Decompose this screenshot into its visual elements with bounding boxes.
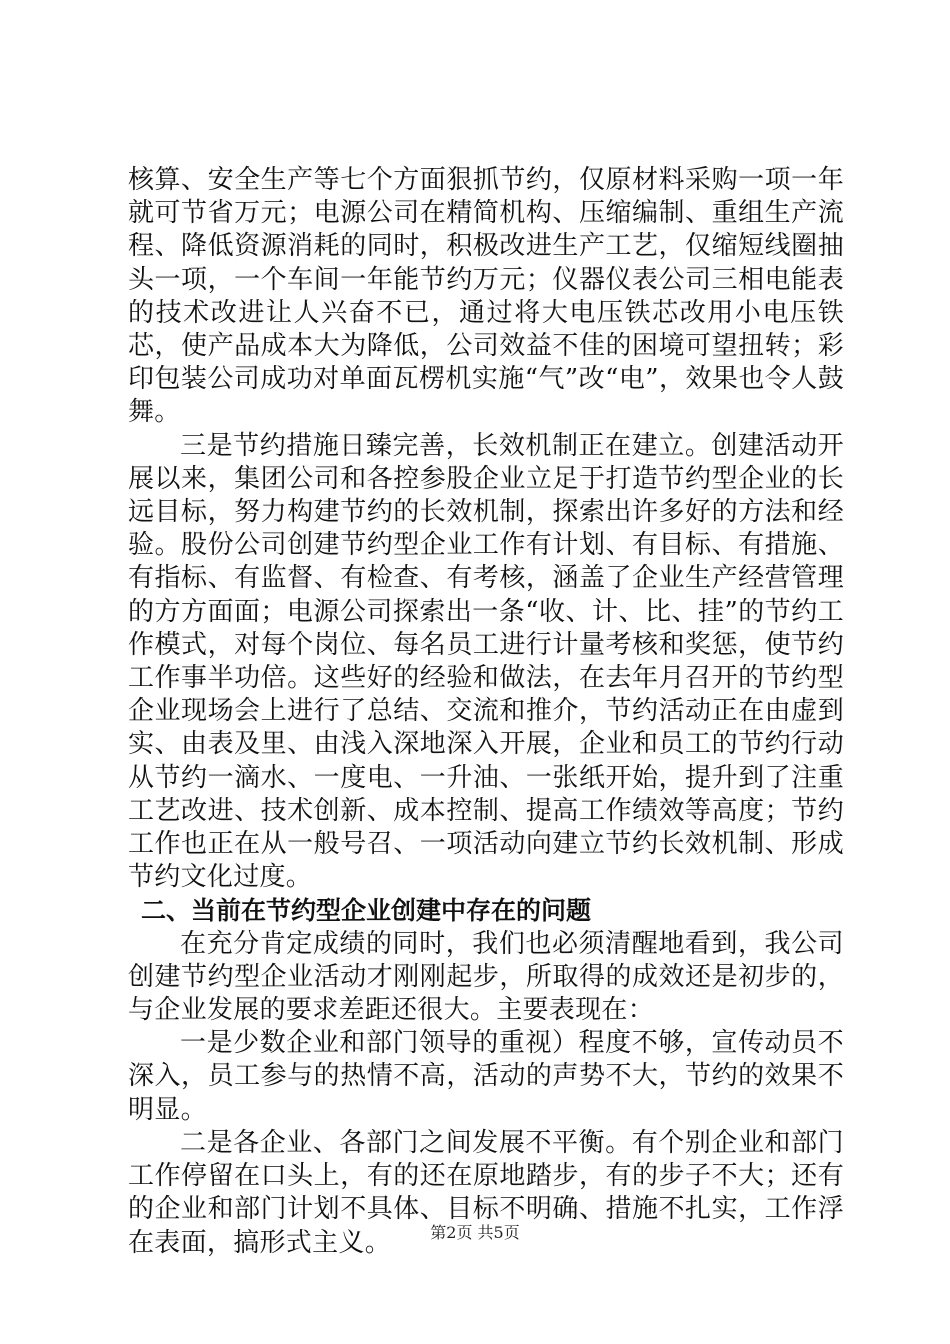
paragraph-problem-one: 一是少数企业和部门领导的重视）程度不够，宣传动员不深入，员工参与的热情不高，活动的声势不大，节约的效果不明显。 [128, 1028, 844, 1125]
paragraph-problems-intro: 在充分肯定成绩的同时，我们也必须清醒地看到，我公司创建节约型企业活动才刚刚起步，所取得的成效还是初步的，与企业发展的要求差距还很大。主要表现在： [128, 928, 844, 1026]
paragraph-problem-two: 二是各企业、各部门之间发展不平衡。有个别企业和部门工作停留在口头上，有的还在原地踏步，有的步子不大；还有的企业和部门计划不具体、目标不明确、措施不扎实，工作浮在表面，搞形式主义。 [128, 1127, 844, 1258]
paragraph-continuation: 核算、安全生产等七个方面狠抓节约，仅原材料采购一项一年就可节省万元；电源公司在精简机构、压缩编制、重组生产流程、降低资源消耗的同时，积极改进生产工艺，仅缩短线圈抽头一项，一个车间一年能节约万元；仪器仪表公司三相电能表的技术改进让人兴奋不已，通过将大电压铁芯改用小电压铁芯，使产品成本大为降低，公司效益不佳的困境可望扭转；彩印包装公司成功对单面瓦楞机实施“气”改“电”，效果也令人鼓舞。 [128, 165, 844, 428]
body-text [128, 164, 844, 1260]
paragraph-measures: 三是节约措施日臻完善，长效机制正在建立。创建活动开展以来，集团公司和各控参股企业立足于打造节约型企业的长远目标，努力构建节约的长效机制，探索出许多好的方法和经验。股份公司创建节约型企业工作有计划、有目标、有措施、有指标、有监督、有检查、有考核，涵盖了企业生产经营管理的方方面面；电源公司探索出一条“收、计、比、挂”的节约工作模式，对每个岗位、每名员工进行计量考核和奖惩，使节约工作事半功倍。这些好的经验和做法，在去年月召开的节约型企业现场会上进行了总结、交流和推介，节约活动正在由虚到实、由表及里、由浅入深地深入开展，企业和员工的节约行动从节约一滴水、一度电、一升油、一张纸开始，提升到了注重工艺改进、技术创新、成本控制、提高工作绩效等高度；节约工作也正在从一般号召、一项活动向建立节约长效机制、形成节约文化过度。 [128, 430, 844, 893]
page-footer: 第2页 共5页 [430, 1223, 520, 1242]
section-heading: 二、当前在节约型企业创建中存在的问题 [141, 896, 592, 926]
